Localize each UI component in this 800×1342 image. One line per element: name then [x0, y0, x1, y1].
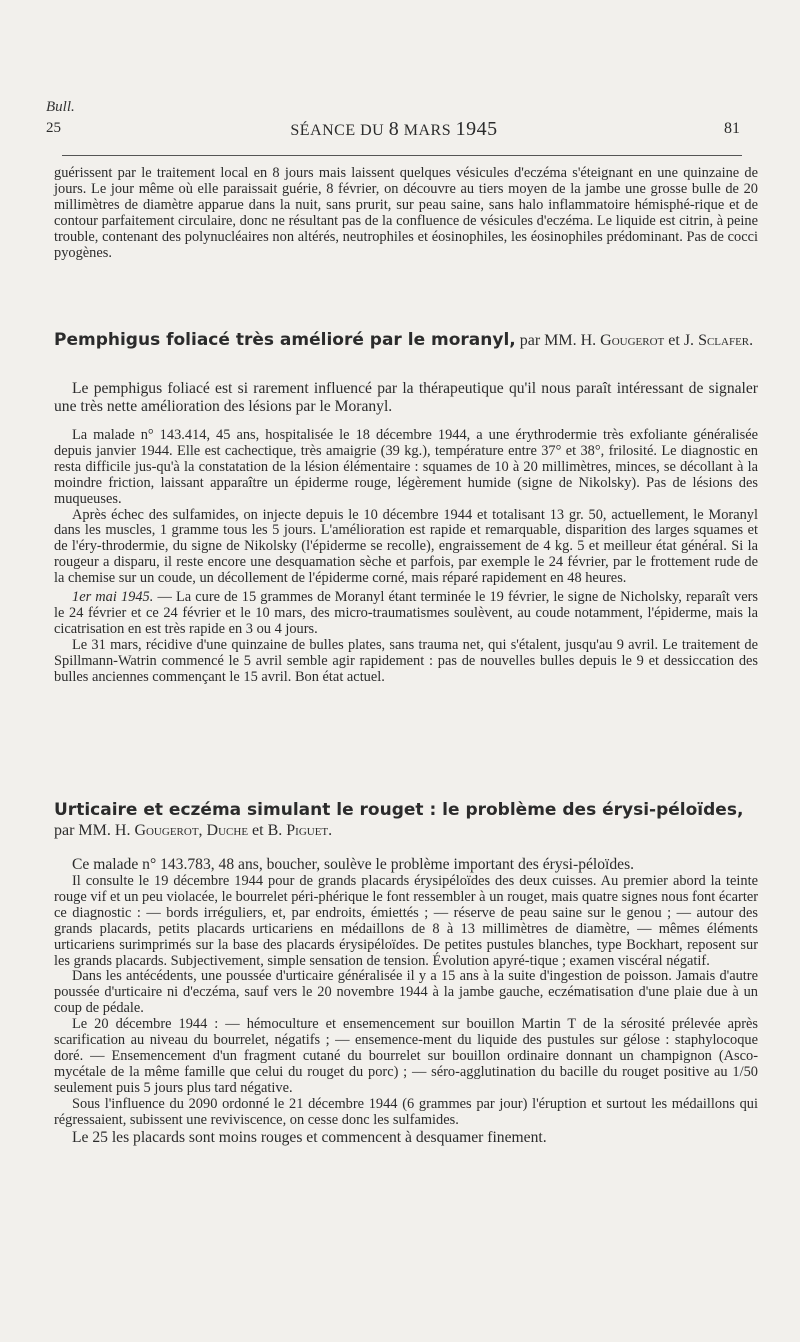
article2-intro: Ce malade n° 143.783, 48 ans, boucher, soulève le problème important des érysi-péloïdes.: [72, 856, 635, 873]
continuation-block: [54, 166, 758, 261]
running-title-prefix: SÉANCE DU: [290, 122, 385, 139]
article1-title-and: et J.: [668, 332, 695, 349]
article2-author-separator: ,: [198, 822, 203, 839]
article1-intro-block: [54, 380, 758, 416]
journal-reference: Bull.: [46, 99, 75, 115]
article1-title-by: par MM. H.: [519, 332, 597, 349]
continuation-paragraph: guérissent par le traitement local en 8 jours mais laissent quelques vésicules d'eczéma s'éteignant en une quinzaine de jours. Le jour même où elle paraissait guérie, 8 février, on découvre au tiers moyen de la jambe une grosse bulle de 20 millimètres de diamètre apparue dans la nuit, sans prurit, sur peau saine, sans halo inflammatoire hémisphé-rique et de contour parfaitement circulaire, donc ne résultant pas de la confluence de vésicules d'eczéma. Le liquide est citrin, à peine trouble, contenant des polynucléaires non altérés, neutrophiles et éosinophiles, les éosinophiles prédominant. Pas de cocci pyogènes.: [54, 165, 758, 261]
article2-paragraph: Dans les antécédents, une poussée d'urticaire généralisée il y a 15 ans à la suite d'ingestion de poisson. Jamais d'autre poussée d'urticaire ni d'eczéma, sauf vers le 20 novembre 1944 à la jambe gauche, eczématisation d'une plaie due à un coup de pédale.: [54, 968, 758, 1017]
running-title-year: 1945: [455, 118, 498, 140]
header-rule: [62, 155, 742, 156]
article1-date: 1er mai 1945.: [72, 589, 154, 606]
article1-author1: Gougerot: [600, 332, 665, 349]
article2-body: [54, 856, 758, 1147]
running-title-day: 8: [388, 118, 400, 140]
article2-title: Urticaire et eczéma simulant le rouget : le problème des érysi-péloïdes, par MM. H. Gougerot, Duche et B. Piguet.: [54, 800, 744, 839]
page-number: 81: [724, 120, 740, 137]
article1-intro: Le pemphigus foliacé est si rarement influencé par la thérapeutique qu'il nous paraît intéressant de signaler une très nette amélioration des lésions par le Moranyl.: [54, 380, 758, 415]
article1-title-main: Pemphigus foliacé très amélioré par le moranyl,: [54, 330, 516, 350]
article1-paragraph-text: — La cure de 15 grammes de Moranyl étant terminée le 19 février, le signe de Nicholsky, reparaît vers le 24 février et ce 24 février et le 10 mars, des micro-traumatismes soulèvent, au coude notamment, l'épiderme, mais la cicatrisation en est très rapide en 3 ou 4 jours.: [54, 589, 758, 637]
article2-title-and: et B.: [252, 822, 283, 839]
running-title-month: MARS: [403, 122, 452, 139]
article1-paragraph: Après échec des sulfamides, on injecte depuis le 10 décembre 1944 et totalisant 13 gr. 50, actuellement, le Moranyl dans les muscles, 1 gramme tous les 5 jours. L'amélioration est rapide et remarquable, disparition des larges squames et de l'éry-throdermie, du signe de Nikolsky (l'épiderme se recolle), engraissement de 4 kg. 5 et meilleur état général. Si la rougeur a disparu, il reste encore une desquamation sèche et parfois, par exemple le 24 février, par le frottement rude de la chemise sur un coude, un décollement de l'épiderme corné, mais réparé rapidement en 48 heures.: [54, 506, 758, 587]
article2-title-main: Urticaire et eczéma simulant le rouget : le problème des érysi-péloïdes,: [54, 800, 744, 820]
running-header: [46, 118, 742, 142]
article2-paragraph: Sous l'influence du 2090 ordonné le 21 décembre 1944 (6 grammes par jour) l'éruption et surtout les médaillons qui régressaient, subissent une reviviscence, on cesse donc les sulfamides.: [54, 1095, 758, 1128]
article2-author3: Piguet: [286, 822, 329, 839]
article2-paragraph: Le 20 décembre 1944 : — hémoculture et ensemencement sur bouillon Martin T de la sérosité prélevée après scarification au niveau du bourrelet, négatifs ; — ensemence-ment du liquide des pustules sur gélose : staphylocoque doré. — Ensemencement d'un fragment cutané du bourrelet sur bouillon ordinaire donnant un champignon (Asco-mycétale de la même famille que celui du rouget du porc) ; — séro-agglutination du bacille du rouget positive au 1/50 seulement puis 5 jours plus tard négative.: [54, 1016, 758, 1096]
running-title: [46, 118, 742, 141]
article2-paragraph: Il consulte le 19 décembre 1944 pour de grands placards érysipéloïdes des deux cuisses. Au premier abord la teinte rouge vif et un peu violacée, le bourrelet péri-phérique le font ressembler à un rouget, mais quatre signes nous font écarter ce diagnostic : — bords irréguliers, et, par endroits, émiettés ; — réserve de peau saine sur le genou ; — autour des grands placards, petits placards urticariens en médaillons de 8 à 13 millimètres de diamètre, — mêmes éléments urticariens surimprimés sur la base des placards érysipéloïdes. De petites pustules blanches, type Bockhart, reposent sur les grands placards. Subjectivement, simple sensation de tension. Évolution apyré-tique ; examen viscéral négatif.: [54, 873, 758, 969]
article1-body: [54, 428, 758, 686]
article1-paragraph: Le 31 mars, récidive d'une quinzaine de bulles plates, sans trauma net, qui s'étalent, jusqu'au 9 avril. Le traitement de Spillmann-Watrin commencé le 5 avril semble agir rapidement : pas de nouvelles bulles depuis le 9 et dessiccation des bulles anciennes commençant le 15 avril. Bon état actuel.: [54, 636, 758, 685]
article2-author2: Duche: [206, 822, 249, 839]
article1-paragraph: [54, 590, 758, 638]
article2-title-by: par MM. H.: [54, 822, 131, 839]
article2-author1: Gougerot: [134, 822, 199, 839]
article1-title: Pemphigus foliacé très amélioré par le moranyl, par MM. H. Gougerot et J. Sclafer.: [54, 330, 754, 350]
article1-author2: Sclafer: [698, 332, 750, 349]
article1-paragraph: La malade n° 143.414, 45 ans, hospitalisée le 18 décembre 1944, a une érythrodermie très exfoliante généralisée depuis janvier 1944. Elle est cachectique, très amaigrie (39 kg.), température entre 37° et 38°, frilosité. Le diagnostic en resta difficile jus-qu'à la constatation de la lésion élémentaire : squames de 10 à 20 millimètres, minces, se décollant à la moindre friction, laissant apparaître un épiderme rouge, légèrement humide (signe de Nikolsky). Pas de lésions des muqueuses.: [54, 427, 758, 507]
header-left-number: 25: [46, 120, 61, 136]
article2-paragraph: Le 25 les placards sont moins rouges et commencent à desquamer finement.: [72, 1128, 547, 1146]
